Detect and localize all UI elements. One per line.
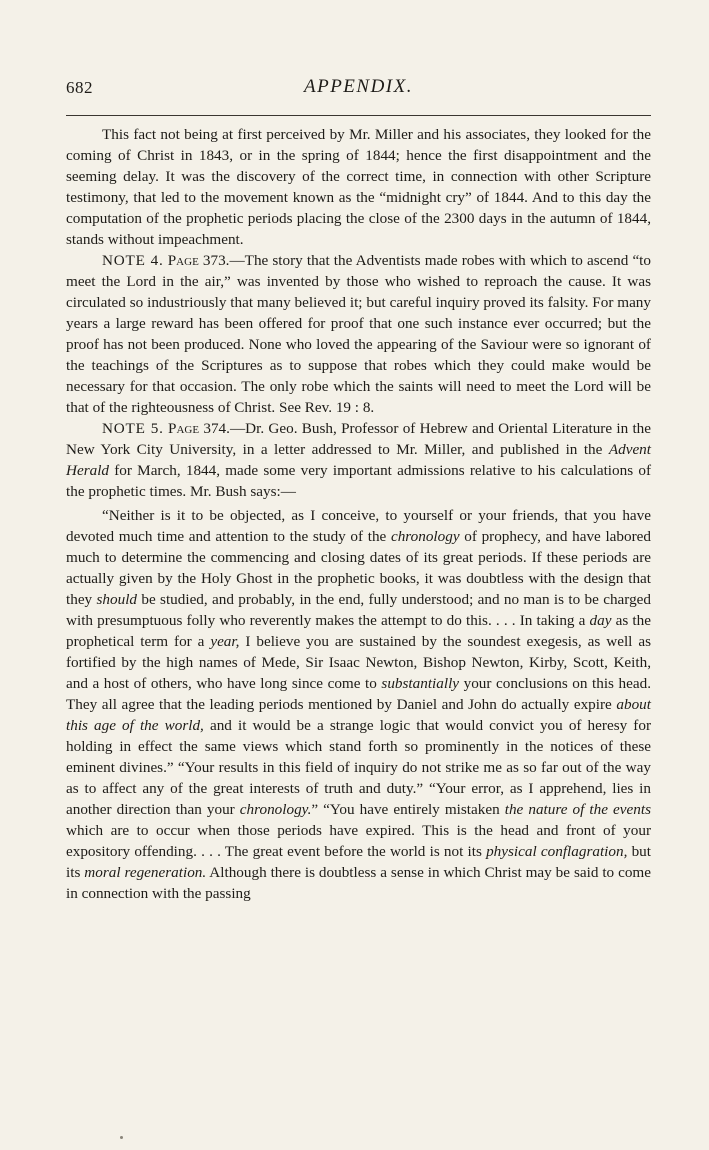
note-5-page-ref: Page 374. xyxy=(168,420,230,437)
quote-emphasis: chronology. xyxy=(239,801,312,818)
quote-segment: your conclusions on this head. They all agree that the leading periods mentioned by Daniel and John do actually expire xyxy=(66,675,651,713)
quote-emphasis: should xyxy=(96,591,138,608)
quote-emphasis: year, xyxy=(210,633,240,650)
quote-segment: “Neither is it to be objected, as I conceive, to yourself or your friends, that you have devoted much time and attention to the study of the xyxy=(66,507,651,545)
quote-segment: and it would be a strange logic that would convict you of heresy for holding in effect the same views which stand forth so prominently in the notices of these eminent divines.” “Your results in this field of inquiry do not strike me as so far out of the way as to affect any of the great interests of truth and duty.” “Your error, as I apprehend, lies in another direction than your xyxy=(66,717,651,818)
note-4-text: —The story that the Adventists made robes with which to ascend “to meet the Lord in the air,” was invented by those who wished to reproach the cause. It was circulated so industriously that many believed it; but careful inquiry proved its falsity. For many years a large reward has been offered for proof that one such instance ever occurred; but the proof has not been produced. None who loved the appearing of the Saviour were so ignorant of the teachings of the Scriptures as to suppose that robes which they could make would be necessary for that occasion. The only robe which the saints will need to meet the Lord will be that of the righteousness of Christ. See Rev. 19 : 8. xyxy=(66,252,651,416)
quote-segment: I believe you are sustained by the soundest exegesis, as well as fortified by the high names of Mede, Sir Isaac Newton, Bishop Newton, Kirby, Scott, Keith, and a host of others, who have long since come to xyxy=(66,633,651,692)
quote-emphasis: the nature of the events xyxy=(504,801,651,818)
quote-segment: of prophecy, and have labored much to determine the commencing and closing dates of its great periods. If these periods are actually given by the Holy Ghost in the prophetic books, it was doubtless with the design that they xyxy=(66,528,651,608)
note-5-label: NOTE 5. xyxy=(102,420,164,437)
running-head xyxy=(66,74,651,104)
continuation-text: This fact not being at first perceived by Mr. Miller and his associates, they looked for the coming of Christ in 1843, or in the spring of 1844; hence the first disappointment and the seeming delay. It was the discovery of the correct time, in connection with other Scripture testimony, that led to the movement known as the “midnight cry” of 1844. And to this day the computation of the prophetic periods placing the close of the 2300 days in the autumn of 1844, stands without impeachment. xyxy=(66,126,651,248)
quote-emphasis: about this age of the world, xyxy=(66,696,651,734)
note-5-publication: Advent Herald xyxy=(66,441,651,479)
note-4-page-ref: Page 373. xyxy=(167,252,230,269)
quote-segment: which are to occur when those periods have expired. This is the head and front of your expository offending. . . . The great event before the world is not its xyxy=(66,822,651,860)
quote-emphasis: substantially xyxy=(381,675,460,692)
quote-emphasis: physical conflagration, xyxy=(486,843,628,860)
note-5-text-2: for March, 1844, made some very important admissions relative to his calculations of the prophetic times. Mr. Bush says:— xyxy=(66,462,651,500)
quote-segment: as the prophetical term for a xyxy=(66,612,651,650)
note-5-paragraph xyxy=(66,418,651,502)
quote-segment: but its xyxy=(66,843,651,881)
quote-segment: Although there is doubtless a sense in which Christ may be said to come in connection with the passing xyxy=(66,864,651,902)
note-4-paragraph xyxy=(66,250,651,418)
continuation-paragraph xyxy=(66,124,651,250)
book-page xyxy=(66,0,651,1150)
header-rule xyxy=(66,115,651,116)
paper-speck xyxy=(120,1136,123,1139)
running-title: APPENDIX. xyxy=(303,76,413,97)
quote-emphasis: chronology xyxy=(390,528,460,545)
body-text xyxy=(66,124,651,904)
bush-quote-paragraph xyxy=(66,505,651,904)
quote-emphasis: moral regeneration. xyxy=(84,864,207,881)
page-number: 682 xyxy=(66,78,93,97)
note-5-text-1: —Dr. Geo. Bush, Professor of Hebrew and Oriental Literature in the New York City University, in a letter addressed to Mr. Miller, and published in the xyxy=(66,420,652,458)
quote-emphasis: day xyxy=(589,612,612,629)
quote-segment: ” “You have entirely mistaken xyxy=(311,801,505,818)
quote-segment: be studied, and probably, in the end, fully understood; and no man is to be charged with presumptuous folly who reverently makes the attempt to do this. . . . In taking a xyxy=(66,591,652,629)
note-4-label: NOTE 4. xyxy=(102,252,164,269)
